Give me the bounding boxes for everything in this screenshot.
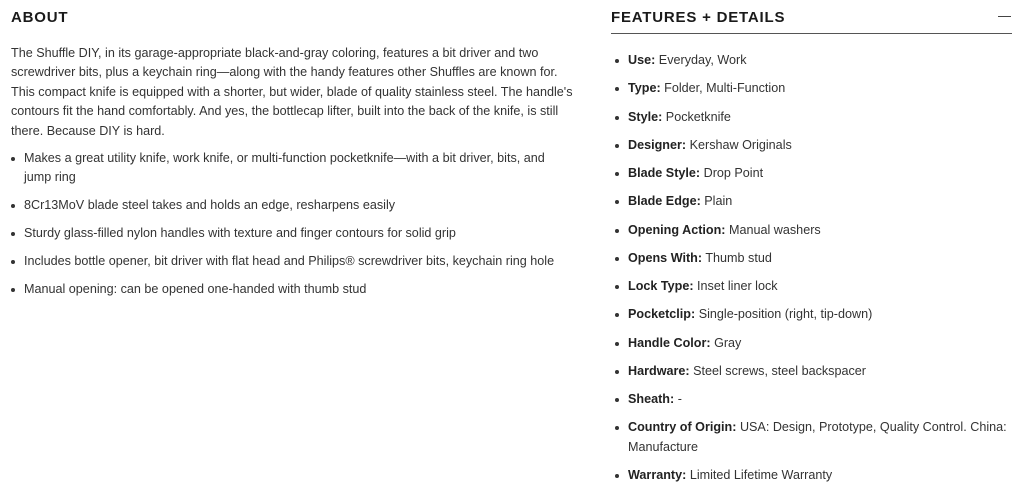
spec-item-blade-style <box>611 164 1012 183</box>
minus-icon[interactable] <box>998 10 1011 23</box>
spec-label: Hardware: <box>628 363 690 378</box>
spec-label: Blade Style: <box>628 166 701 180</box>
spec-label: Warranty: <box>628 467 687 482</box>
features-title: FEATURES + DETAILS <box>611 9 786 26</box>
spec-value: Kershaw Originals <box>689 137 792 152</box>
about-bullet-item <box>11 224 573 243</box>
spec-item-opening-action <box>611 221 1012 240</box>
spec-value: USA: Design, Prototype, Quality Control. China: Manufacture <box>628 420 1007 454</box>
about-bullet-text: Includes bottle opener, bit driver with flat head and Philips® screwdriver bits, keychain ring hole <box>24 254 555 269</box>
bullet-dot-icon <box>11 204 15 208</box>
spec-label: Use: <box>628 53 656 67</box>
spec-value: Folder, Multi-Function <box>664 81 786 96</box>
spec-item-lock-type <box>611 277 1012 296</box>
about-title: ABOUT <box>11 9 69 26</box>
spec-value: Limited Lifetime Warranty <box>689 467 833 482</box>
spec-label: Country of Origin: <box>628 420 737 435</box>
about-description: The Shuffle DIY, in its garage-appropriate black-and-gray coloring, features a bit driver and two screwdriver bits, plus a keychain ring—along with the handy features other Shuffles are known for. This compact knife is equipped with a shorter, but wider, blade of quality stainless steel. The handle's contours fit the hand comfortably. And yes, the bottlecap lifter, built into the back of the knife, is still there. Because DIY is hard. <box>11 46 573 138</box>
spec-value: - <box>677 392 682 406</box>
bullet-dot-icon <box>11 157 15 161</box>
bullet-dot-icon <box>615 398 619 402</box>
features-accordion-header[interactable] <box>611 0 1012 34</box>
bullet-dot-icon <box>615 342 619 346</box>
bullet-dot-icon <box>615 313 619 317</box>
spec-label: Handle Color: <box>628 335 711 350</box>
about-bullet-text: 8Cr13MoV blade steel takes and holds an edge, resharpens easily <box>24 198 396 213</box>
spec-value: Plain <box>704 194 733 209</box>
spec-item-handle-color <box>611 334 1012 353</box>
spec-item-type <box>611 79 1012 98</box>
spec-label: Designer: <box>628 137 687 152</box>
spec-item-style <box>611 108 1012 127</box>
spec-item-pocketclip <box>611 305 1012 324</box>
spec-item-sheath <box>611 390 1012 409</box>
spec-item-country-of-origin <box>611 418 1012 457</box>
bullet-dot-icon <box>615 370 619 374</box>
bullet-dot-icon <box>615 144 619 148</box>
spec-value: Steel screws, steel backspacer <box>693 363 866 378</box>
about-bullet-item <box>11 196 573 215</box>
features-details-section <box>611 0 1012 494</box>
bullet-dot-icon <box>11 288 15 292</box>
spec-value: Gray <box>714 335 742 350</box>
bullet-dot-icon <box>615 474 619 478</box>
spec-value: Thumb stud <box>705 250 772 265</box>
spec-value: Single-position (right, tip-down) <box>698 307 873 322</box>
about-section <box>11 0 573 308</box>
spec-label: Sheath: <box>628 392 675 406</box>
bullet-dot-icon <box>615 257 619 261</box>
about-bullet-text: Manual opening: can be opened one-handed with thumb stud <box>24 282 367 297</box>
bullet-dot-icon <box>11 232 15 236</box>
spec-item-use <box>611 51 1012 70</box>
about-bullet-text: Sturdy glass-filled nylon handles with texture and finger contours for solid grip <box>24 226 456 241</box>
spec-label: Lock Type: <box>628 279 694 293</box>
about-bullet-item <box>11 280 573 299</box>
bullet-dot-icon <box>615 59 619 63</box>
bullet-dot-icon <box>615 200 619 204</box>
spec-item-designer <box>611 136 1012 155</box>
about-bullet-text: Makes a great utility knife, work knife, or multi-function pocketknife—with a bit driver, bits, and jump ring <box>24 151 545 185</box>
bullet-dot-icon <box>615 116 619 120</box>
spec-item-blade-edge <box>611 192 1012 211</box>
spec-item-opens-with <box>611 249 1012 268</box>
spec-label: Blade Edge: <box>628 194 701 209</box>
spec-label: Pocketclip: <box>628 307 696 322</box>
spec-label: Opens With: <box>628 250 703 265</box>
spec-item-hardware <box>611 362 1012 381</box>
spec-value: Manual washers <box>728 222 821 237</box>
spec-value: Inset liner lock <box>697 279 778 293</box>
spec-label: Type: <box>628 81 661 96</box>
bullet-dot-icon <box>615 426 619 430</box>
spec-label: Style: <box>628 109 663 124</box>
spec-value: Pocketknife <box>665 109 731 124</box>
spec-list <box>611 51 1012 485</box>
spec-item-warranty <box>611 466 1012 485</box>
bullet-dot-icon <box>615 285 619 289</box>
about-bullet-item <box>11 149 573 188</box>
bullet-dot-icon <box>615 172 619 176</box>
bullet-dot-icon <box>615 229 619 233</box>
spec-value: Everyday, Work <box>658 53 747 67</box>
bullet-dot-icon <box>615 87 619 91</box>
about-bullet-list <box>11 149 573 300</box>
spec-value: Drop Point <box>703 166 764 180</box>
bullet-dot-icon <box>11 260 15 264</box>
about-bullet-item <box>11 252 573 271</box>
spec-label: Opening Action: <box>628 222 726 237</box>
